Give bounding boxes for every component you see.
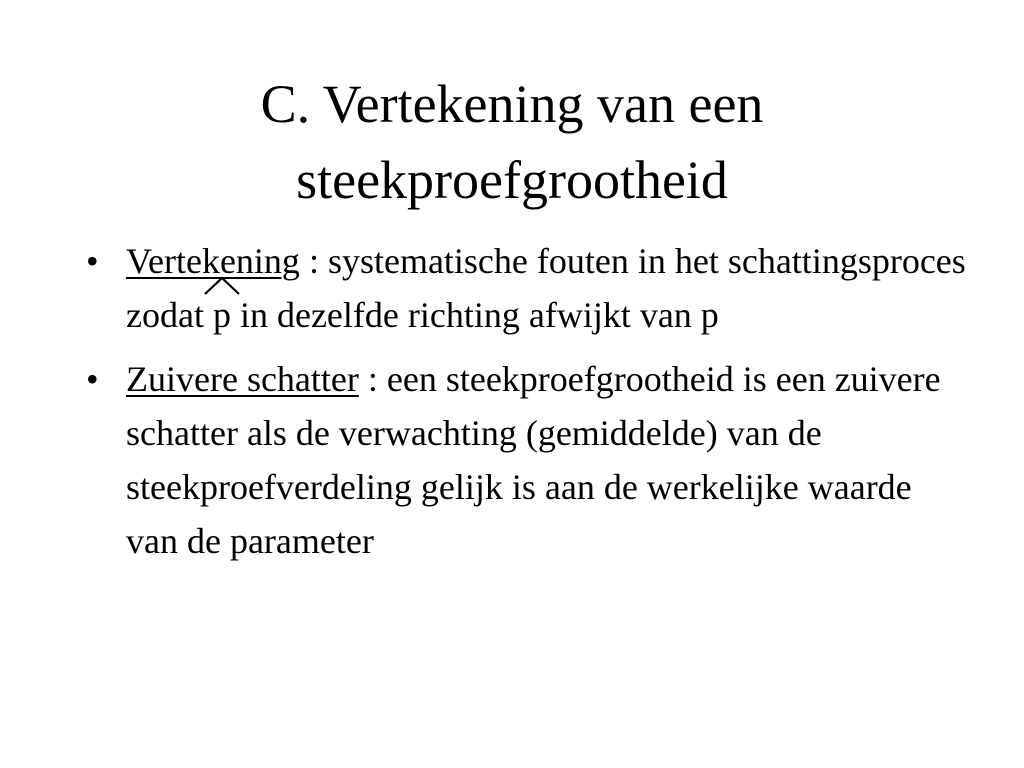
bullet-text-part-2: in dezelfde richting afwijkt van p xyxy=(230,295,719,335)
circumflex-hat-icon xyxy=(202,274,242,296)
slide-title-line-2: steekproefgrootheid xyxy=(296,150,728,210)
p-hat-symbol xyxy=(213,288,231,342)
bullet-marker: • xyxy=(86,241,99,281)
bullet-item-vertekening xyxy=(86,234,966,342)
slide-title xyxy=(60,66,964,218)
bullet-item-zuivere-schatter xyxy=(86,352,966,568)
term-vertekening: Vertekening xyxy=(126,241,300,281)
bullet-text: : een steekproefgrootheid is een zuivere schatter als de verwachting (gemiddelde) van de steekproefverdeling gelijk is aan de werkelijke waarde van de parameter xyxy=(126,359,941,561)
p-hat-letter: p xyxy=(212,295,231,335)
slide-title-line-1: C. Vertekening van een xyxy=(260,74,764,134)
bullet-text-part-1: : systematische fouten in het schattingsproces zodat xyxy=(126,241,966,335)
bullet-marker: • xyxy=(86,359,99,399)
bullet-list xyxy=(86,234,966,578)
term-zuivere-schatter: Zuivere schatter xyxy=(126,359,359,399)
